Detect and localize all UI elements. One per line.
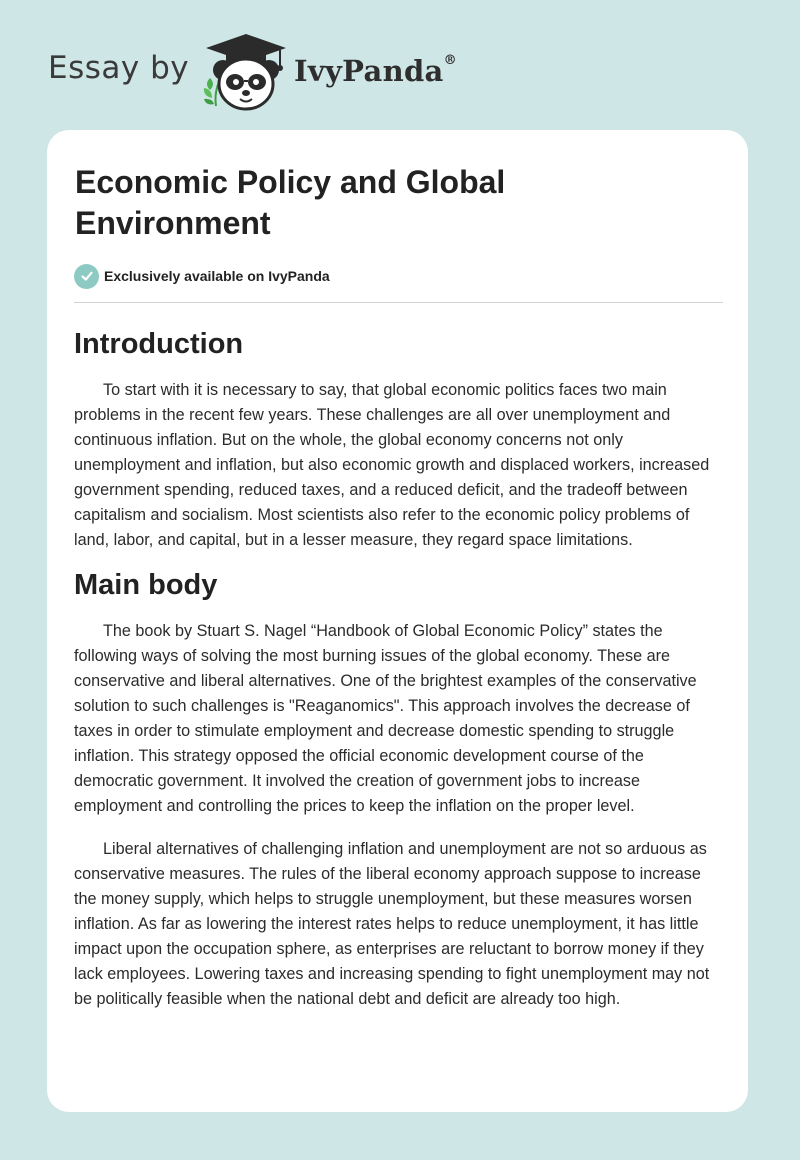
essay-title: Economic Policy and Global Environment: [75, 164, 506, 241]
exclusive-badge: [74, 263, 330, 289]
essay-card: [47, 130, 748, 1112]
brand-name[interactable]: [294, 54, 457, 88]
section-heading-introduction: Introduction: [74, 328, 244, 360]
paragraph: The book by Stuart S. Nagel “Handbook of Global Economic Policy” states the following ways of solving the most burning issues of the global economy. These are conservative and liberal alternatives. One of the brightest examples of the conservative solution to such challenges is "Reaganomics". This approach involves the decrease of taxes in order to stimulate employment and decrease domestic spending to struggle inflation. This strategy opposed the official economic development course of the democratic government. It involved the creation of government jobs to increase employment and controlling the prices to keep the inflation on the proper level.: [74, 622, 697, 815]
section-heading-main-body: Main body: [74, 569, 218, 601]
paragraph: To start with it is necessary to say, that global economic politics faces two main problems in the recent few years. These challenges are all over unemployment and continuous inflation. But on the whole, the global economy concerns not only unemployment and inflation, but also economic growth and displaced workers, increased government spending, reduced taxes, and a reduced deficit, and the tradeoff between capitalism and socialism. Most scientists also refer to the economic policy problems of land, labor, and capital, but in a lesser measure, they regard space limitations.: [74, 381, 710, 549]
badge-text: Exclusively available on IvyPanda: [104, 268, 330, 284]
essay-content: [74, 324, 726, 1030]
check-icon: [74, 264, 99, 289]
brand-text: IvyPanda: [294, 54, 444, 88]
title-divider: [74, 302, 723, 303]
registered-mark: ®: [443, 53, 457, 69]
site-header: [0, 0, 800, 130]
essay-by-label: Essay by: [48, 50, 190, 86]
panda-graduate-logo-icon[interactable]: [200, 32, 292, 112]
paragraph: Liberal alternatives of challenging inflation and unemployment are not so arduous as conservative measures. The rules of the liberal economy approach suppose to increase the money supply, which helps to struggle unemployment, but these measures worsen inflation. As far as lowering the interest rates helps to reduce unemployment, it has little impact upon the occupation sphere, as enterprises are reluctant to borrow money if they lack employees. Lowering taxes and increasing spending to fight unemployment may not be politically feasible when the national debt and deficit are already too high.: [74, 840, 710, 1008]
